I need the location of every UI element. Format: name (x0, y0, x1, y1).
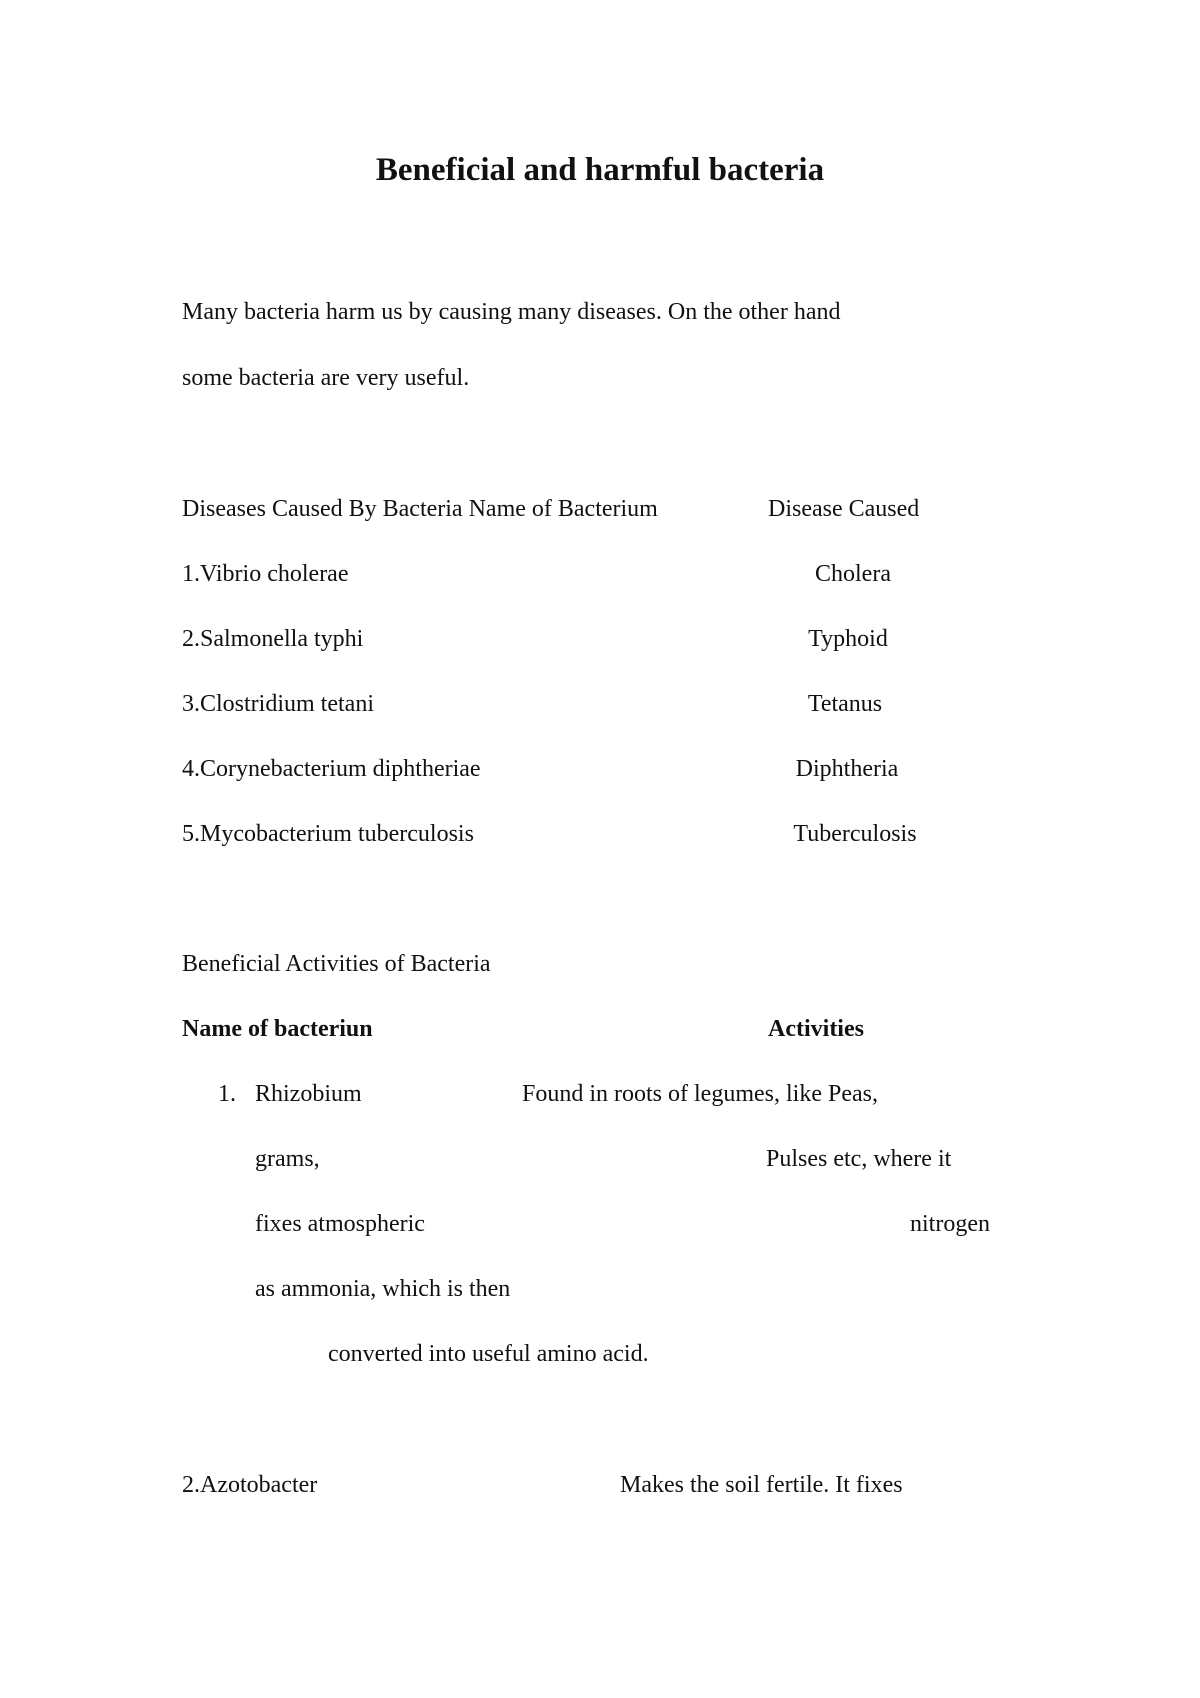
item-1-text-4: as ammonia, which is then (255, 1276, 511, 1302)
disease-row-disease-2: Typhoid (808, 626, 888, 652)
intro-line-1: Many bacteria harm us by causing many diseases. On the other hand (182, 299, 841, 325)
diseases-header-right: Disease Caused (768, 496, 920, 522)
disease-row-bacterium-4: 4.Corynebacterium diphtheriae (182, 756, 481, 782)
item-1-text-2b: Pulses etc, where it (766, 1146, 952, 1172)
disease-row-bacterium-2: 2.Salmonella typhi (182, 626, 364, 652)
item-1-text-3a: fixes atmospheric (255, 1211, 425, 1237)
item-1-text-2a: grams, (255, 1146, 320, 1172)
disease-row-disease-4: Diphtheria (795, 756, 899, 782)
disease-row-disease-1: Cholera (815, 561, 891, 587)
item-1-text-5: converted into useful amino acid. (328, 1341, 649, 1367)
disease-row-bacterium-5: 5.Mycobacterium tuberculosis (182, 821, 474, 847)
item-1-text-3b: nitrogen (910, 1211, 990, 1237)
diseases-header-left: Diseases Caused By Bacteria Name of Bacterium (182, 496, 658, 522)
item-2-name: 2.Azotobacter (182, 1472, 318, 1498)
item-2-text-1: Makes the soil fertile. It fixes (620, 1472, 903, 1498)
item-1-number: 1. (218, 1081, 236, 1107)
disease-row-bacterium-1: 1.Vibrio cholerae (182, 561, 349, 587)
disease-row-disease-3: Tetanus (807, 691, 883, 717)
intro-line-2: some bacteria are very useful. (182, 365, 470, 391)
item-1-text-1: Found in roots of legumes, like Peas, (522, 1081, 878, 1107)
column-header-activities: Activities (768, 1016, 864, 1042)
disease-row-bacterium-3: 3.Clostridium tetani (182, 691, 374, 717)
column-header-name: Name of bacteriun (182, 1016, 373, 1042)
beneficial-heading: Beneficial Activities of Bacteria (182, 951, 491, 977)
disease-row-disease-5: Tuberculosis (793, 821, 917, 847)
document-title: Beneficial and harmful bacteria (375, 152, 825, 188)
item-1-name: Rhizobium (255, 1081, 362, 1107)
